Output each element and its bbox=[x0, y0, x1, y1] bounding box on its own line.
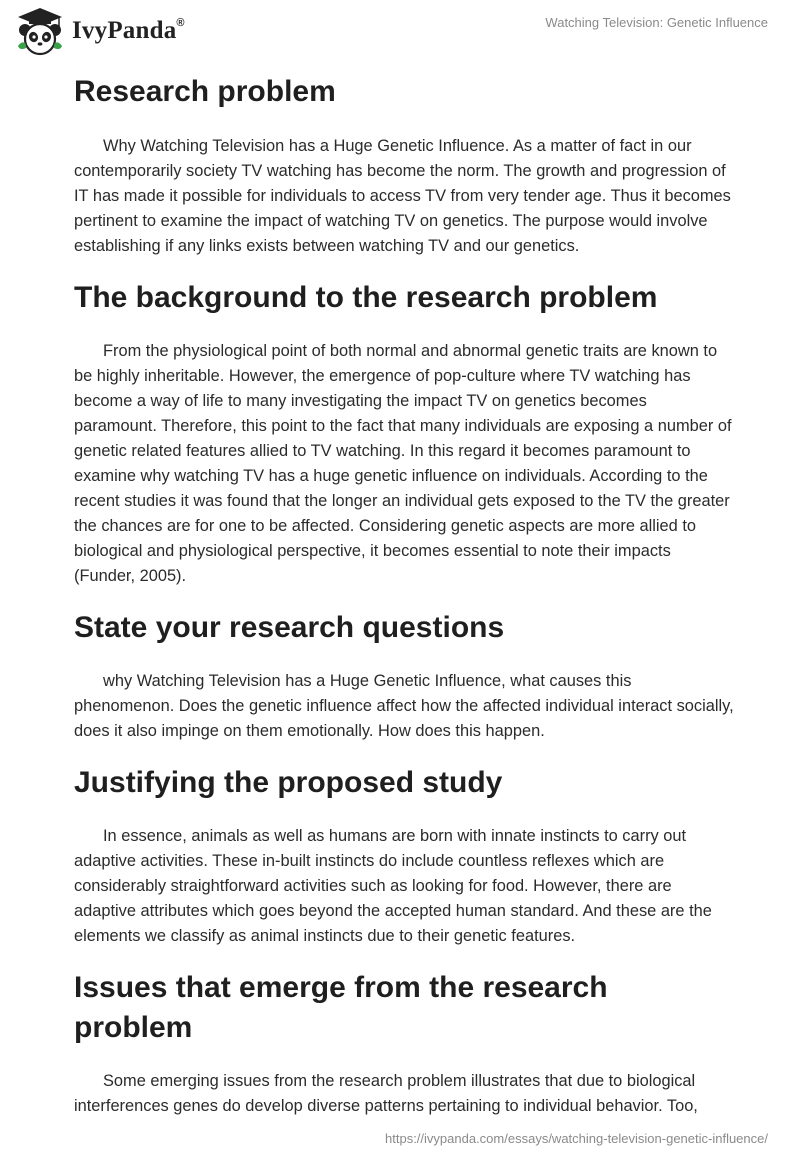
section-heading: State your research questions bbox=[74, 611, 505, 644]
section-paragraph: From the physiological point of both normal and abnormal genetic traits are known to be highly inheritable. However, the emergence of pop-culture where TV watching has become a way of life to many investigating the impact TV on genetics becomes paramount. Therefore, this point to the fact that many individuals are exposing a number of genetic related features allied to TV watching. In this regard it becomes paramount to examine why watching TV has a huge genetic influence on individuals. According to the recent studies it was found that the longer an individual gets exposed to the TV the greater the chances are for one to be affected. Considering genetic aspects are more allied to biological and physiological perspective, it becomes essential to note their impacts (Funder, 2005). bbox=[74, 342, 732, 585]
section-paragraph: why Watching Television has a Huge Genetic Influence, what causes this phenomenon. Does the genetic influence affect how the affected individual interact socially, does it also impinge on them emotionally. How does this happen. bbox=[74, 672, 734, 740]
section-paragraph: In essence, animals as well as humans are born with innate instincts to carry out adaptive activities. These in-built instincts do include countless reflexes which are considerably straightforward activities such as looking for food. However, there are adaptive attributes which goes beyond the accepted human standard. And these are the elements we classify as animal instincts due to their genetic features. bbox=[74, 827, 712, 945]
page-header bbox=[0, 0, 800, 70]
section-research-questions bbox=[74, 608, 734, 744]
section-heading: The background to the research problem bbox=[74, 281, 658, 314]
document-title: Watching Television: Genetic Influence bbox=[545, 15, 768, 30]
section-paragraph: Some emerging issues from the research problem illustrates that due to biological interferences genes do develop diverse patterns pertaining to individual behavior. Too, bbox=[74, 1072, 698, 1115]
registered-mark: ® bbox=[176, 16, 185, 29]
section-research-problem bbox=[74, 72, 734, 259]
section-paragraph: Why Watching Television has a Huge Genetic Influence. As a matter of fact in our contemporarily society TV watching has become the norm. The growth and progression of IT has made it possible for individuals to access TV from very tender age. Thus it becomes pertinent to examine the impact of watching TV on genetics. The purpose would involve establishing if any links exists between watching TV and our genetics. bbox=[74, 137, 731, 255]
section-issues bbox=[74, 968, 734, 1119]
source-url[interactable]: https://ivypanda.com/essays/watching-television-genetic-influence/ bbox=[385, 1131, 768, 1146]
panda-graduate-icon bbox=[14, 6, 66, 56]
essay-content bbox=[74, 70, 734, 1119]
section-justification bbox=[74, 763, 734, 949]
brand-name: IvyPanda® bbox=[72, 16, 185, 44]
section-background bbox=[74, 278, 734, 589]
section-heading: Issues that emerge from the research problem bbox=[74, 971, 608, 1044]
section-heading: Justifying the proposed study bbox=[74, 766, 503, 799]
ivypanda-logo[interactable] bbox=[14, 6, 185, 56]
section-heading: Research problem bbox=[74, 75, 336, 108]
